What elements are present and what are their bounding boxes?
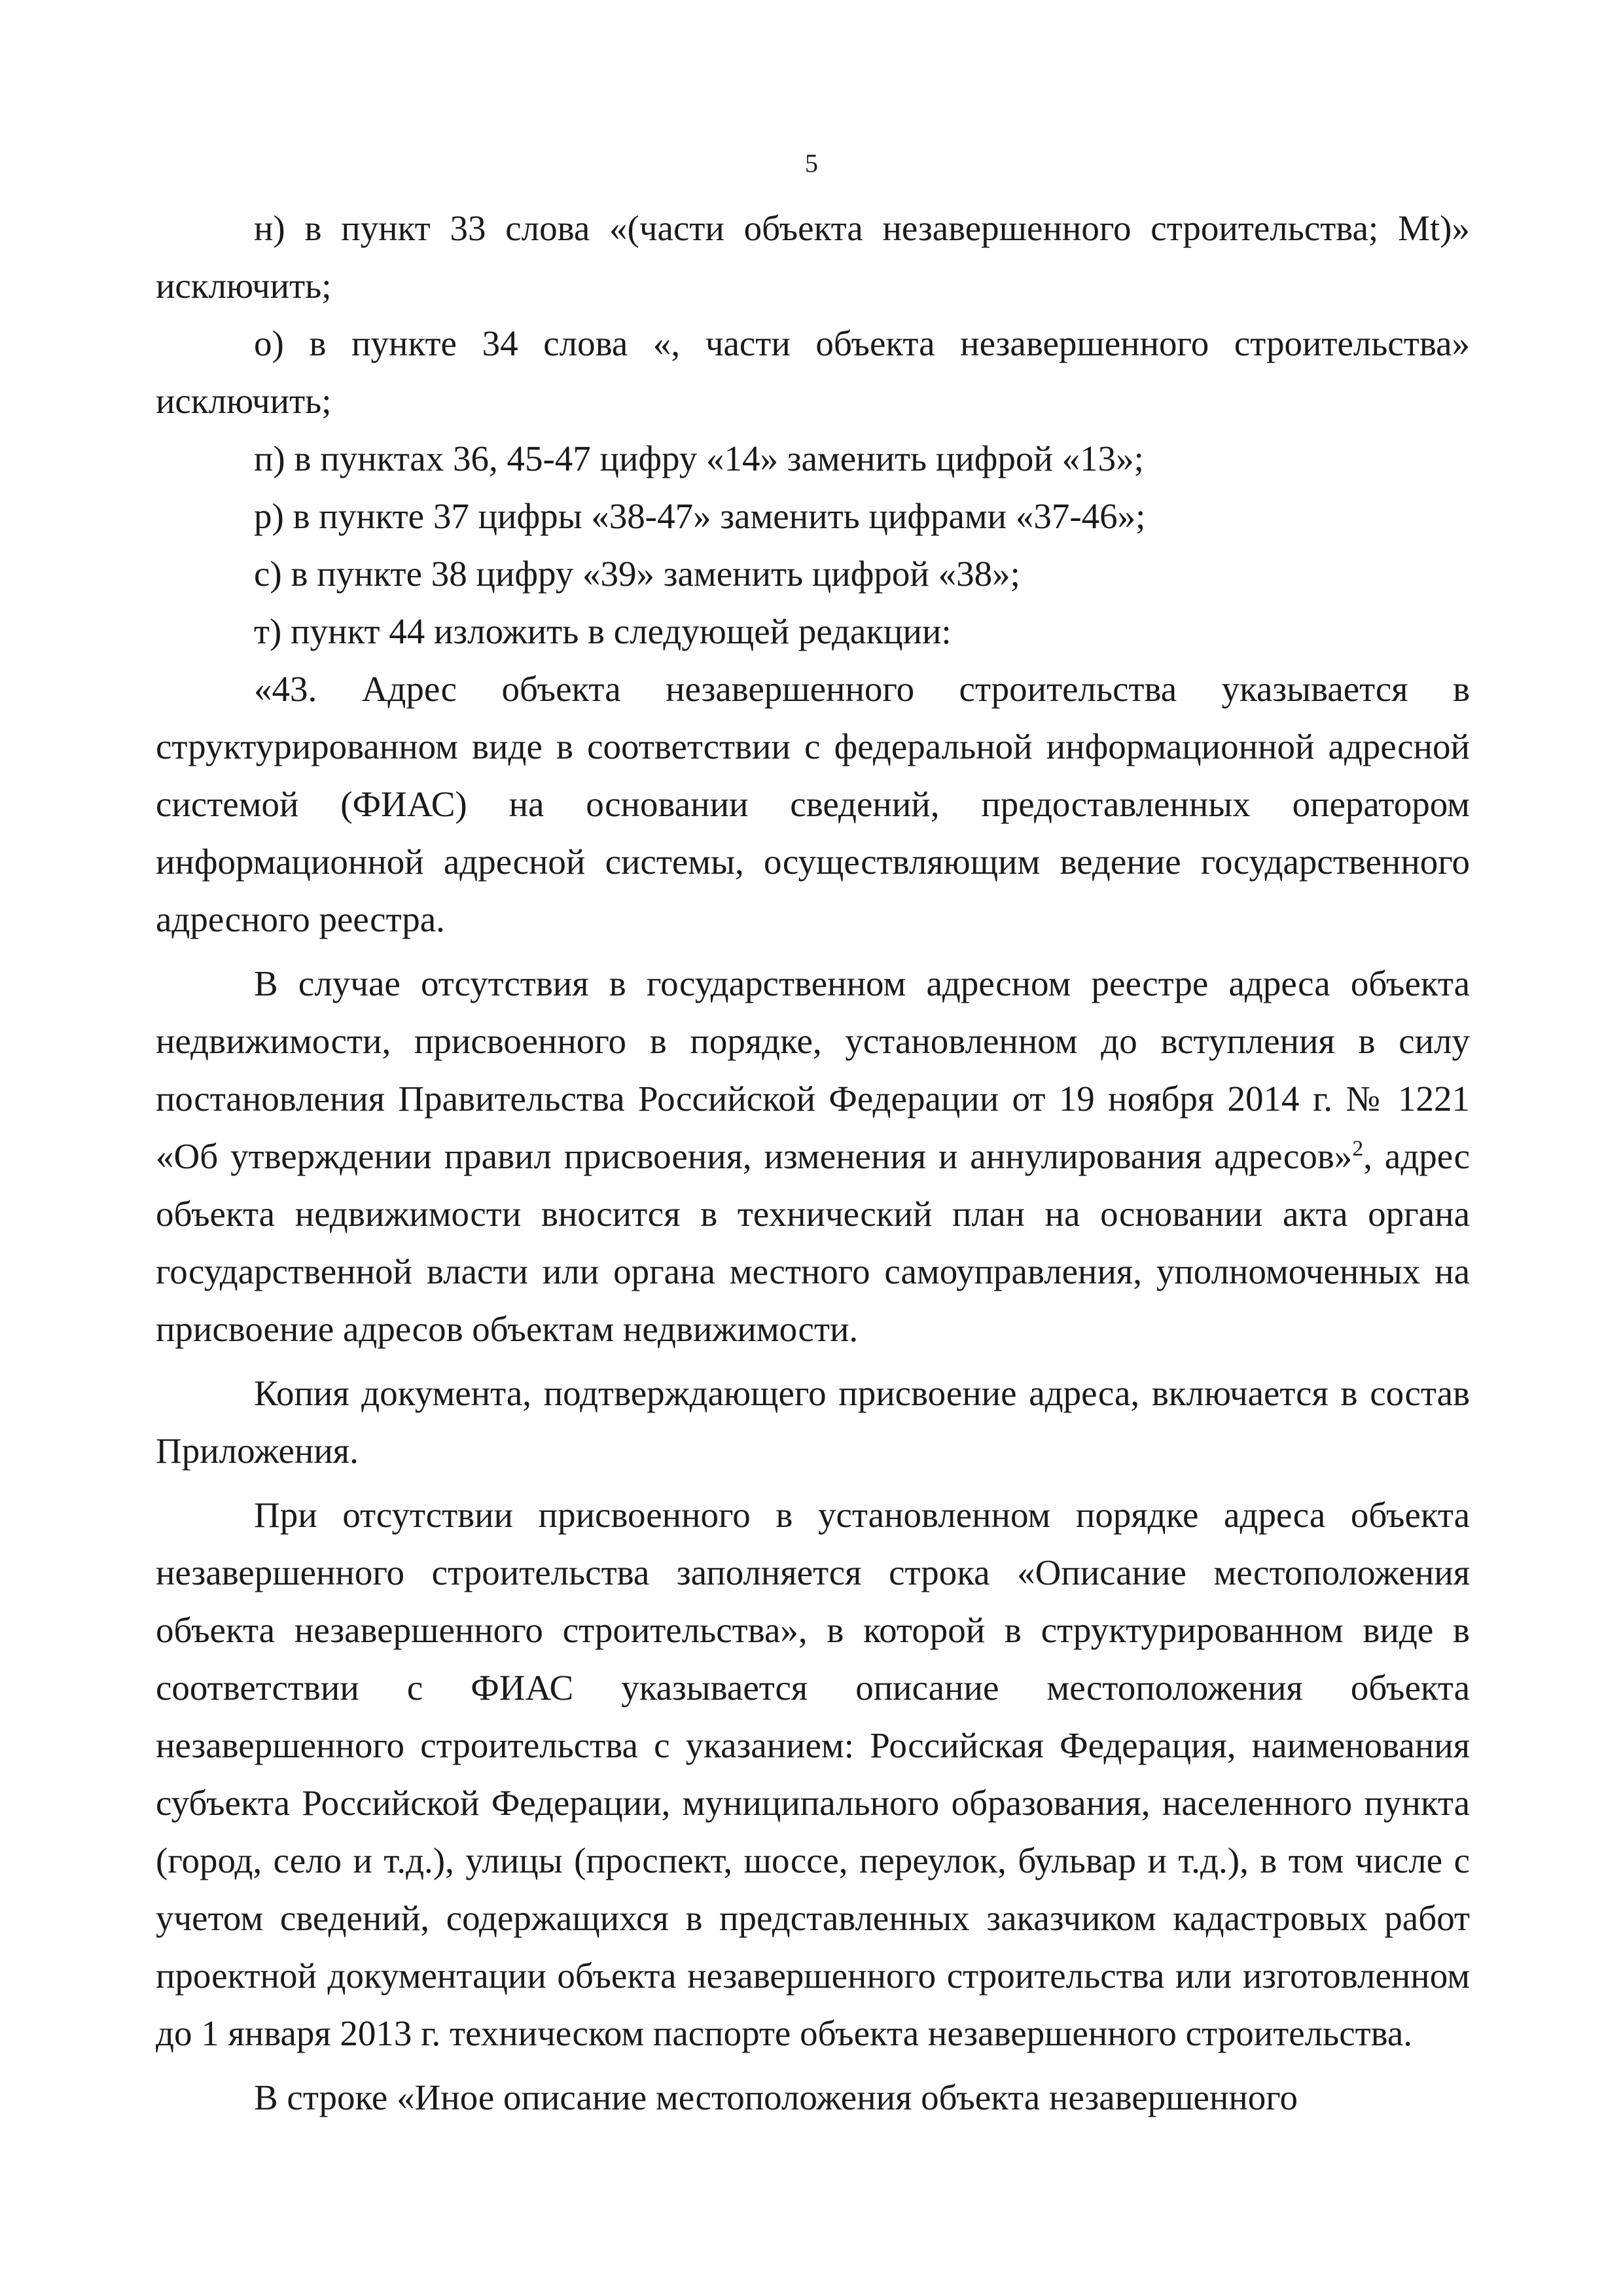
quoted-paragraph-43: «43. Адрес объекта незавершенного строительства указывается в структурированном виде в соответствии с федеральной информационной адресной системой (ФИАС) на основании сведений, предоставленных оператором информационной адресной системы, осуществляющим ведение государственного адресного реестра.: [156, 669, 1470, 939]
paragraph-absence-text-start: В случае отсутствия в государственном адресном реестре адреса объекта недвижимости, присвоенного в порядке, установленном до вступления в силу постановления Правительства Российской Федерации от 19 ноября 2014 г. № 1221 «Об утверждении правил присвоения, изменения и аннулирования адресов»: [156, 963, 1470, 1176]
amendment-item-n: н) в пункт 33 слова «(части объекта незавершенного строительства; Mt)» исключить;: [156, 208, 1470, 306]
document-body: [156, 200, 1470, 2126]
paragraph-absence-of-address: [156, 955, 1470, 1358]
page-number: 5: [805, 149, 818, 178]
amendment-item-p: п) в пунктах 36, 45-47 цифру «14» заменить цифрой «13»;: [254, 439, 1144, 478]
paragraph-no-assigned-address: При отсутствии присвоенного в установленном порядке адреса объекта незавершенного строительства заполняется строка «Описание местоположения объекта незавершенного строительства», в которой в структурированном виде в соответствии с ФИАС указывается описание местоположения объекта незавершенного строительства с указанием: Российская Федерация, наименования субъекта Российской Федерации, муниципального образования, населенного пункта (город, село и т.д.), улицы (проспект, шоссе, переулок, бульвар и т.д.), в том числе с учетом сведений, содержащихся в представленных заказчиком кадастровых работ проектной документации объекта незавершенного строительства или изготовленном до 1 января 2013 г. техническом паспорте объекта незавершенного строительства.: [156, 1495, 1470, 2053]
amendment-item-o: о) в пункте 34 слова «, части объекта незавершенного строительства» исключить;: [156, 323, 1470, 421]
amendment-item-s: с) в пункте 38 цифру «39» заменить цифрой «38»;: [254, 554, 1020, 594]
amendment-item-t: т) пункт 44 изложить в следующей редакции:: [254, 611, 952, 651]
paragraph-document-copy: Копия документа, подтверждающего присвоение адреса, включается в состав Приложения.: [156, 1373, 1470, 1471]
paragraph-other-description: В строке «Иное описание местоположения объекта незавершенного: [254, 2077, 1298, 2117]
footnote-reference: 2: [1352, 1136, 1364, 1161]
paragraph-absence-text-end: , адрес объекта недвижимости вносится в технический план на основании акта органа государственной власти или органа местного самоуправления, уполномоченных на присвоение адресов объектам недвижимости.: [156, 1136, 1471, 1349]
amendment-item-r: р) в пункте 37 цифры «38-47» заменить цифрами «37-46»;: [254, 496, 1146, 536]
